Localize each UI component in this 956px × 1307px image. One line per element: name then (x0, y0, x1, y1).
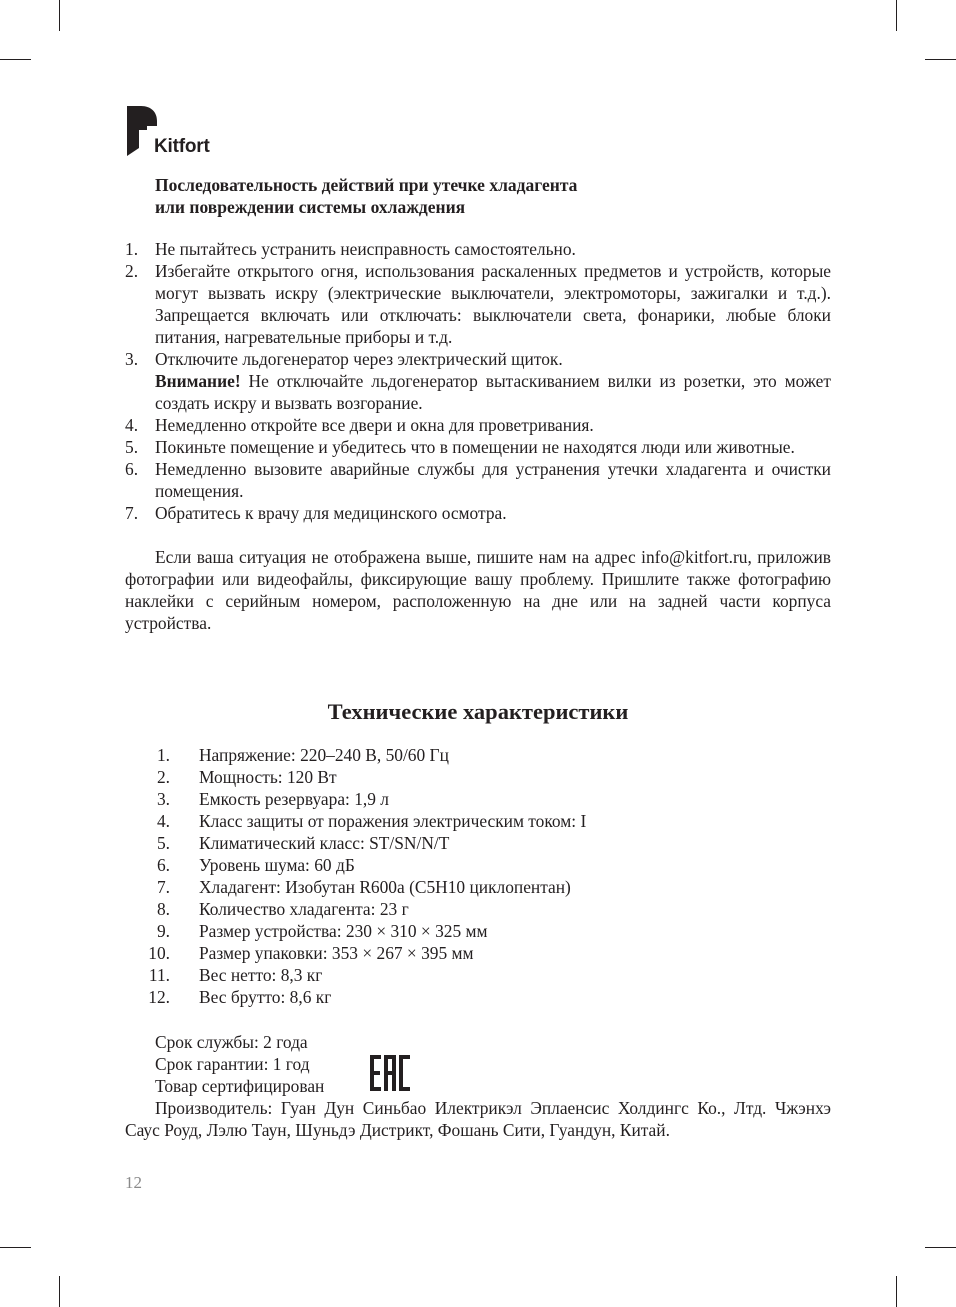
step-text: Отключите льдогенератор через электрический щиток. (155, 349, 563, 369)
crop-mark-bottom-right-v (896, 1276, 897, 1307)
list-item (125, 436, 831, 458)
leak-steps-list (125, 238, 831, 524)
crop-mark-bottom-right-h (925, 1247, 956, 1248)
tech-specs-title: Технические характеристики (327, 699, 629, 724)
spec-number: 3. (156, 789, 170, 809)
warning-label: Внимание! (155, 371, 241, 391)
warning-note (155, 370, 831, 414)
list-item (125, 348, 831, 414)
crop-mark-top-right-v (896, 0, 897, 31)
spec-text: Количество хладагента: 23 г (199, 899, 409, 919)
leak-section-title (155, 174, 577, 218)
certification-note: Товар сертифицирован (155, 1076, 325, 1096)
step-text: Немедленно откройте все двери и окна для проветривания. (155, 415, 594, 435)
step-number: 2. (125, 261, 139, 281)
step-number: 3. (125, 349, 139, 369)
spec-number: 5. (156, 833, 170, 853)
step-text: Немедленно вызовите аварийные службы для устранения утечки хладагента и очистки помещения. (155, 459, 831, 501)
step-number: 7. (125, 503, 139, 523)
spec-number: 2. (156, 767, 170, 787)
page-number: 12 (125, 1173, 142, 1192)
crop-mark-bottom-left-v (59, 1276, 60, 1307)
spec-text: Хладагент: Изобутан R600a (C5H10 циклопентан) (199, 877, 571, 897)
spec-number: 12. (148, 987, 170, 1007)
step-number: 6. (125, 459, 139, 479)
spec-text: Напряжение: 220–240 В, 50/60 Гц (199, 745, 449, 765)
title-line: Последовательность действий при утечке хладагента (155, 175, 578, 195)
spec-text: Уровень шума: 60 дБ (199, 855, 355, 875)
crop-mark-top-right-h (925, 59, 956, 60)
crop-mark-top-left-h (0, 59, 31, 60)
list-item (125, 238, 831, 260)
spec-number: 7. (156, 877, 170, 897)
spec-text: Вес нетто: 8,3 кг (199, 965, 323, 985)
title-line: или повреждении системы охлаждения (155, 197, 466, 217)
list-item (125, 502, 831, 524)
spec-number: 11. (148, 965, 170, 985)
spec-number: 8. (156, 899, 170, 919)
contact-paragraph: Если ваша ситуация не отображена выше, пишите нам на адрес info@kitfort.ru, приложив фотографии или видеофайлы, фиксирующие вашу проблему. Пришлите также фотографию наклейки с серийным номером, расположенную на дне или на задней части корпуса устройства. (125, 547, 831, 633)
spec-text: Климатический класс: ST/SN/N/T (199, 833, 450, 853)
service-life: Срок службы: 2 года (155, 1032, 308, 1052)
spec-number: 10. (148, 943, 170, 963)
step-number: 5. (125, 437, 139, 457)
spec-text: Мощность: 120 Вт (199, 767, 337, 787)
warranty-period: Срок гарантии: 1 год (155, 1054, 310, 1074)
list-item (125, 414, 831, 436)
crop-mark-top-left-v (59, 0, 60, 31)
brand-name: Kitfort (154, 136, 210, 157)
eac-certification-icon (368, 1053, 412, 1093)
spec-number: 6. (156, 855, 170, 875)
spec-text: Емкость резервуара: 1,9 л (199, 789, 389, 809)
spec-text: Класс защиты от поражения электрическим током: I (199, 811, 587, 831)
spec-number: 1. (156, 745, 170, 765)
step-text: Не пытайтесь устранить неисправность самостоятельно. (155, 239, 576, 259)
spec-text: Размер упаковки: 353 × 267 × 395 мм (199, 943, 474, 963)
warning-text: Не отключайте льдогенератор вытаскиванием вилки из розетки, это может создать искру и вызвать возгорание. (155, 371, 831, 413)
spec-number: 9. (156, 921, 170, 941)
step-number: 1. (125, 239, 139, 259)
step-text: Избегайте открытого огня, использования раскаленных предметов и устройств, которые могут вызвать искру (электрические выключатели, электромоторы, зажигалки и т.д.). Запрещается включать или отключать: выключатели света, фонарики, любые блоки питания, нагревательные приборы и т.д. (155, 261, 831, 347)
service-info (155, 1031, 324, 1097)
step-text: Обратитесь к врачу для медицинского осмотра. (155, 503, 507, 523)
spec-number: 4. (156, 811, 170, 831)
spec-text: Вес брутто: 8,6 кг (199, 987, 332, 1007)
step-text: Покиньте помещение и убедитесь что в помещении не находятся люди или животные. (155, 437, 795, 457)
brand-logo (125, 104, 245, 160)
step-number: 4. (125, 415, 139, 435)
spec-text: Размер устройства: 230 × 310 × 325 мм (199, 921, 488, 941)
list-item (125, 260, 831, 348)
list-item (125, 458, 831, 502)
manufacturer-info: Производитель: Гуан Дун Синьбао Илектрикэл Эплаенсис Холдингс Ко., Лтд. Чжэнхэ Саус Роуд, Лэлю Таун, Шуньдэ Дистрикт, Фошань Сити, Гуандун, Китай. (125, 1098, 831, 1140)
crop-mark-bottom-left-h (0, 1247, 31, 1248)
